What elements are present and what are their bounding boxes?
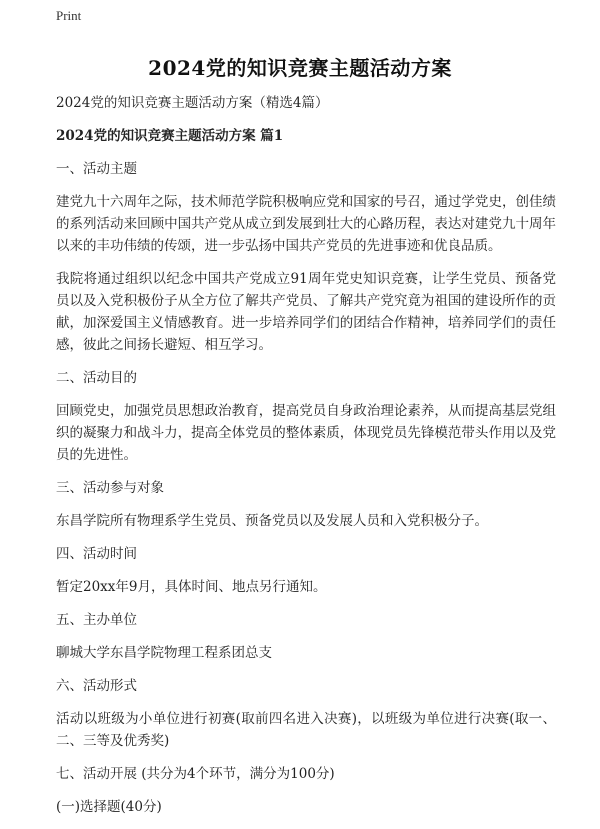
- section-heading-procedure: 七、活动开展 (共分为4个环节，满分为100分): [56, 766, 335, 782]
- paragraph: 暂定20xx年9月，具体时间、地点另行通知。: [56, 579, 327, 595]
- document-subtitle: 2024党的知识竞赛主题活动方案（精选4篇）: [56, 95, 329, 111]
- section-heading-time: 四、活动时间: [56, 546, 137, 562]
- section-heading-format: 六、活动形式: [56, 678, 137, 694]
- section-heading-theme: 一、活动主题: [56, 161, 137, 177]
- paragraph: 活动以班级为小单位进行初赛(取前四名进入决赛)，以班级为单位进行决赛(取一、二、三等及优秀奖): [56, 711, 556, 749]
- paragraph: 聊城大学东昌学院物理工程系团总支: [56, 645, 272, 661]
- section-heading-participants: 三、活动参与对象: [56, 480, 164, 496]
- paragraph: 建党九十六周年之际，技术师范学院积极响应党和国家的号召，通过学党史，创佳绩的系列活动来回顾中国共产党从成立到发展到壮大的心路历程，表达对建党九十周年以来的丰功伟绩的传颂，进一步弘扬中国共产党员的先进事迹和优良品质。: [56, 194, 556, 254]
- section-heading-purpose: 二、活动目的: [56, 370, 137, 386]
- section-heading-organizer: 五、主办单位: [56, 612, 137, 628]
- page-title: 2024党的知识竞赛主题活动方案: [148, 56, 452, 80]
- print-link[interactable]: Print: [56, 8, 82, 23]
- document-body: [56, 92, 556, 829]
- part-heading: 2024党的知识竞赛主题活动方案 篇1: [56, 128, 284, 144]
- paragraph: 东昌学院所有物理系学生党员、预备党员以及发展人员和入党积极分子。: [56, 513, 488, 529]
- paragraph: 回顾党史，加强党员思想政治教育，提高党员自身政治理论素养，从而提高基层党组织的凝聚力和战斗力，提高全体党员的整体素质，体现党员先锋模范带头作用以及党员的先进性。: [56, 403, 556, 463]
- paragraph: 我院将通过组织以纪念中国共产党成立91周年党史知识竞赛，让学生党员、预备党员以及入党积极份子从全方位了解共产党员、了解共产党究竟为祖国的建设所作的贡献，加深爱国主义情感教育。进一步培养同学们的团结合作精神，培养同学们的责任感，彼此之间扬长避短、相互学习。: [56, 271, 556, 353]
- paragraph: (一)选择题(40分): [56, 799, 162, 815]
